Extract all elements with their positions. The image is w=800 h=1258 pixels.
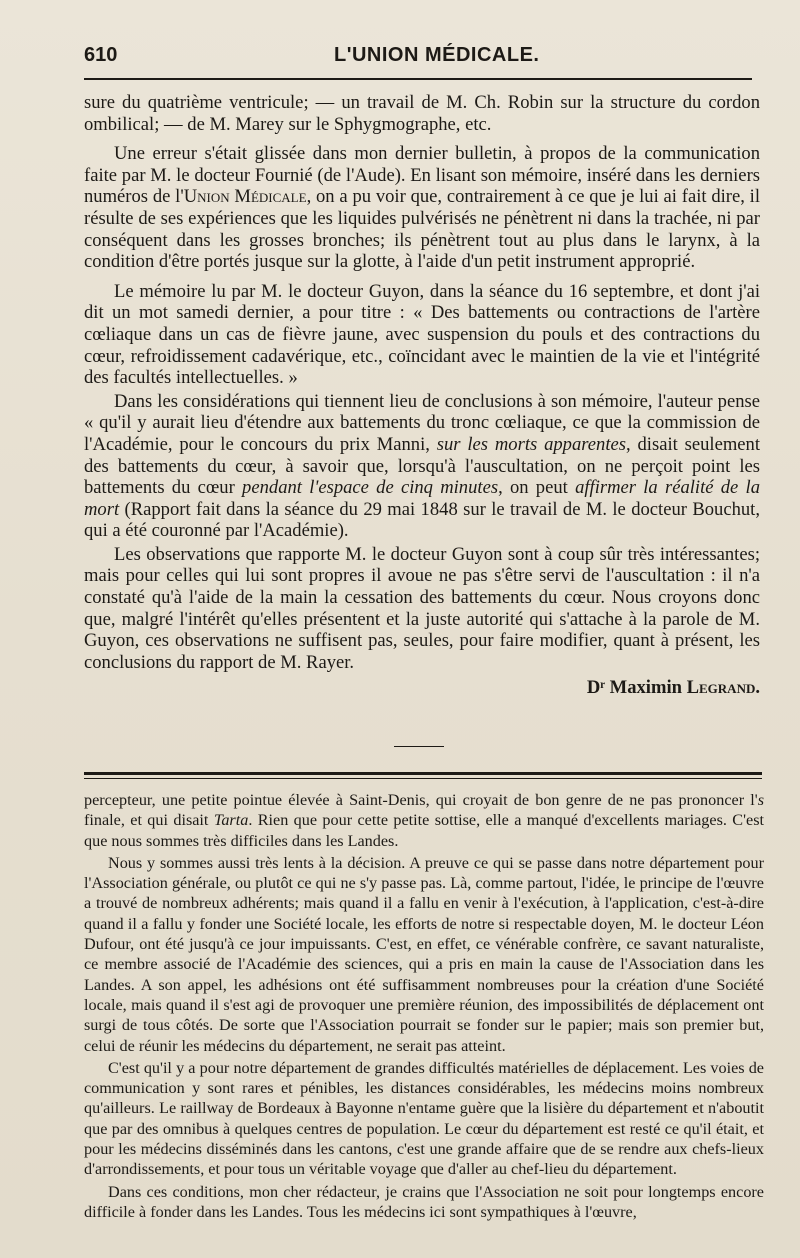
page-number: 610 xyxy=(84,44,118,66)
feuilleton-column xyxy=(84,790,764,1224)
paragraph-1: sure du quatrième ventricule; — un travail de M. Ch. Robin sur la structure du cordon ombilical; — de M. Marey sur le Sphygmographe, etc. xyxy=(84,92,760,135)
italic-phrase: pendant l'espace de cinq minutes xyxy=(242,477,499,499)
paragraph-4: Dans les considérations qui tiennent lieu de conclusions à son mémoire, l'auteur pense « qu'il y aurait lieu d'étendre aux battements du tronc cœliaque, ce que la commission de l'Académie, pour le concours du prix Manni, sur les morts apparentes, disait seulement des battements du cœur, à savoir que, lorsqu'à l'auscultation, on ne perçoit point les battements du cœur pendant l'espace de cinq minutes, on peut affirmer la réalité de la mort (Rapport fait dans la séance du 29 mai 1848 sur le travail de M. le docteur Bouchut, qui a été couronné par l'Académie). xyxy=(84,390,761,542)
italic-phrase: sur les morts apparentes xyxy=(436,433,627,455)
feuilleton-rule xyxy=(84,772,762,775)
paragraph-3: Le mémoire lu par M. le docteur Guyon, dans la séance du 16 septembre, et dont j'ai dit un mot samedi dernier, a pour titre : « Des battements ou contractions de l'artère cœliaque dans un cas de fièvre jaune, avec suspension du pouls et des contractions du cœur, refroidissement cadavérique, etc., coïncidant avec le maintien de la vie et l'intégrité des facultés intellectuelles. » xyxy=(84,280,760,389)
header-rule xyxy=(84,78,752,80)
running-title: L'UNION MÉDICALE. xyxy=(334,44,540,66)
section-divider-short xyxy=(394,746,444,747)
paragraph-5: Les observations que rapporte M. le docteur Guyon sont à coup sûr très intéressantes; mais pour celles qui lui sont propres il avoue ne pas s'être servi de l'auscultation : il n'a constaté qu'à l'aide de la main la cessation des battements du cœur. Nous croyons donc que, malgré l'intérêt qu'elles présentent et la juste autorité qui s'attache à la parole de M. Guyon, ces observations ne suffisent pas, seules, pour faire modifier, quant à présent, les conclusions du rapport de M. Rayer. xyxy=(84,543,760,673)
journal-name: Union Médicale xyxy=(183,186,307,208)
feuilleton-paragraph-1: percepteur, une petite pointue élevée à Saint-Denis, qui croyait de bon genre de ne pas prononcer l's finale, et qui disait Tarta. Rien que pour cette petite sottise, elle a manqué d'excellents mariages. C'est que nous sommes très difficiles dans les Landes. xyxy=(84,791,764,850)
feuilleton-paragraph-4: Dans ces conditions, mon cher rédacteur, je crains que l'Association ne soit pour longtemps encore difficile à fonder dans les Landes. Tous les médecins ici sont sympathiques à l'œuvre, xyxy=(84,1182,764,1221)
signature: Dʳ Maximin Legrand. xyxy=(586,677,760,699)
italic-phrase: affirmer la réalité de la mort xyxy=(84,477,760,520)
feuilleton-paragraph-2: Nous y sommes aussi très lents à la décision. A preuve ce qui se passe dans notre département pour l'Association générale, ou plutôt ce qui ne s'y passe pas. Là, comme partout, l'idée, le principe de l'œuvre a trouvé de nombreux adhérents; mais quand il a fallu en venir à l'exécution, à l'application, c'est-à-dire quand il a fallu y fonder une Société locale, les efforts de notre si respectable doyen, M. le docteur Léon Dufour, ont été jusqu'à ce jour impuissants. C'est, en effet, ce vénérable confrère, ce savant naturaliste, ce membre associé de l'Académie des sciences, qui a pris en main la cause de l'Association dans les Landes. A son appel, les adhésions ont été suffisamment nombreuses pour la création d'une Société locale, mais quand il s'est agi de provoquer une première réunion, des impossibilités de déplacement ont surgi de tous côtés. De sorte que l'Association pourrait se fonder sur le papier; mais son premier but, celui de réunir les médecins du département, ne serait pas atteint. xyxy=(84,853,764,1055)
page-header xyxy=(84,44,750,72)
feuilleton-rule-thin xyxy=(84,778,762,779)
paragraph-2: Une erreur s'était glissée dans mon dernier bulletin, à propos de la communication faite par M. le docteur Fournié (de l'Aude). En lisant son mémoire, inséré dans les derniers numéros de l'Union Médicale, on a pu voir que, contrairement à ce que je lui ai fait dire, il résulte de ses expériences que les liquides pulvérisés ne pénètrent ni dans la trachée, ni par conséquent dans les grosses bronches; ils pénètrent tout au plus dans le larynx, à la condition d'être portés jusque sur la glotte, à l'aide d'un petit instrument approprié. xyxy=(84,143,761,273)
main-column xyxy=(84,92,760,699)
feuilleton-paragraph-3: C'est qu'il y a pour notre département de grandes difficultés matérielles de déplacement. Les voies de communication y sont rares et pénibles, les distances considérables, les médecins moins nombreux qu'ailleurs. Le raillway de Bordeaux à Bayonne n'entame guère que la lisière du département et n'aboutit que par des omnibus à quelques centres de population. Le cœur du département est resté ce qu'il était, et pour les médecins disséminés dans les cantons, c'est une grande affaire que de se rendre aux chefs-lieux d'arrondissements, et pour tous un véritable voyage que d'aller au chef-lieu du département. xyxy=(84,1058,764,1179)
